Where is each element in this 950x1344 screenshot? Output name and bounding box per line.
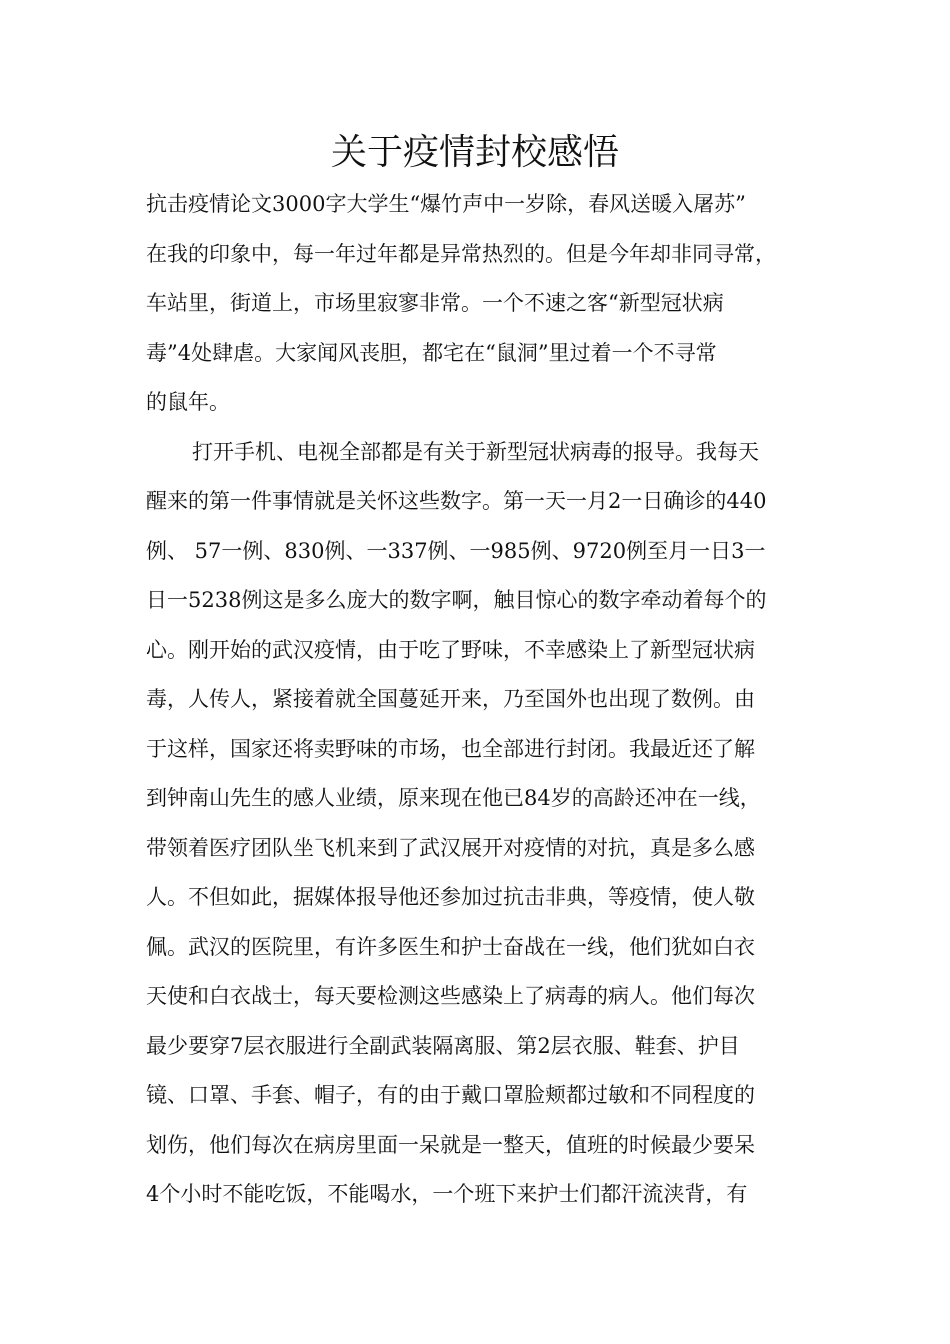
text-line: 醒来的第一件事情就是关怀这些数字。第一天一月2一日确诊的440 bbox=[146, 489, 767, 513]
text-line: 到钟南山先生的感人业绩，原来现在他已84岁的高龄还冲在一线， bbox=[146, 786, 761, 810]
text-line: 车站里，街道上，市场里寂寥非常。一个不速之客“新型冠状病 bbox=[146, 291, 724, 315]
text-line: 在我的印象中，每一年过年都是异常热烈的。但是今年却非同寻常， bbox=[146, 241, 776, 266]
text-line: 最少要穿7层衣服进行全副武装隔离服、第2层衣服、鞋套、护目 bbox=[146, 1033, 740, 1058]
text-line: 天使和白衣战士，每天要检测这些感染上了病毒的病人。他们每次 bbox=[146, 984, 755, 1008]
text-line: 日一5238例这是多么庞大的数字啊，触目惊心的数字牵动着每个的 bbox=[146, 588, 767, 612]
text-line: 的鼠年。 bbox=[146, 390, 230, 414]
text-line: 毒”4处肆虐。大家闻风丧胆，都宅在“鼠洞”里过着一个不寻常 bbox=[146, 340, 717, 365]
page-title: 关于疫情封校感悟 bbox=[330, 132, 619, 173]
text-line: 心。刚开始的武汉疫情，由于吃了野味，不幸感染上了新型冠状病 bbox=[146, 637, 755, 662]
text-line: 划伤，他们每次在病房里面一呆就是一整天，值班的时候最少要呆 bbox=[146, 1132, 755, 1157]
text-line: 带领着医疗团队坐飞机来到了武汉展开对疫情的对抗，真是多么感 bbox=[146, 835, 755, 860]
text-line: 抗击疫情论文3000字大学生“爆竹声中一岁除，春风送暖入屠苏” bbox=[146, 192, 746, 216]
text-line: 毒，人传人，紧接着就全国蔓延开来，乃至国外也出现了数例。由 bbox=[146, 687, 755, 711]
text-line: 4个小时不能吃饭，不能喝水，一个班下来护士们都汗流浃背，有 bbox=[146, 1182, 748, 1206]
text-line: 佩。武汉的医院里，有许多医生和护士奋战在一线，他们犹如白衣 bbox=[146, 934, 755, 959]
text-line: 镜、口罩、手套、帽子，有的由于戴口罩脸颊都过敏和不同程度的 bbox=[146, 1083, 755, 1107]
text-line-indented: 打开手机、电视全部都是有关于新型冠状病毒的报导。我每天 bbox=[192, 439, 759, 464]
text-line: 人。不但如此，据媒体报导他还参加过抗击非典，等疫情，使人敬 bbox=[146, 885, 755, 909]
text-line: 例、 57一例、830例、一337例、一985例、9720例至月一日3一 bbox=[146, 538, 766, 563]
text-line: 于这样，国家还将卖野味的市场，也全部进行封闭。我最近还了解 bbox=[146, 736, 755, 761]
document-body bbox=[146, 180, 818, 1220]
